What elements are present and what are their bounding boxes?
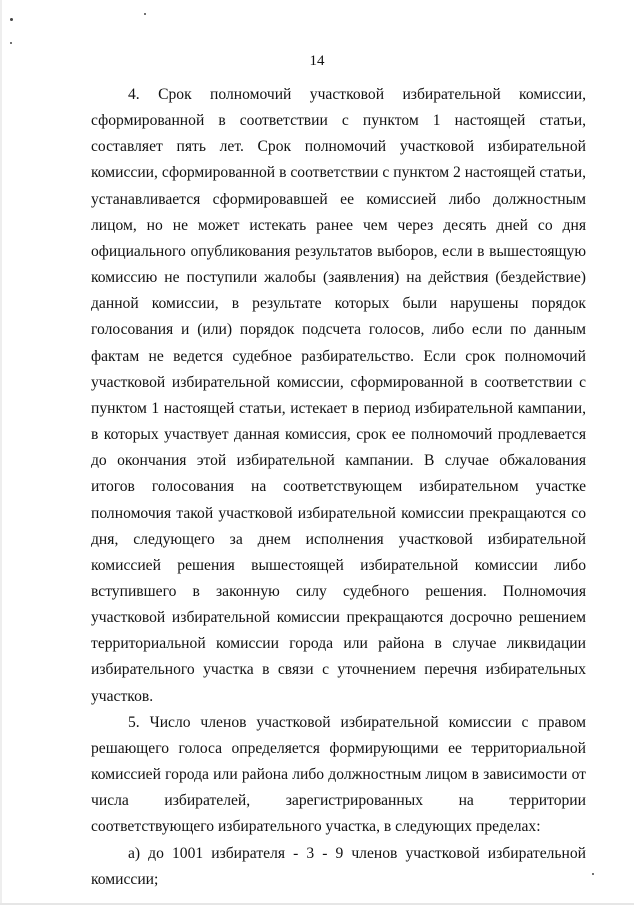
paragraph-5-item-a: а) до 1001 избирателя - 3 - 9 членов участковой избирательной комиссии; <box>91 844 586 888</box>
scan-speck <box>10 42 12 44</box>
scan-speck <box>144 13 146 15</box>
document-body <box>91 82 586 893</box>
paragraph-5: 5. Число членов участковой избирательной комиссии с правом решающего голоса определяется формирующими ее территориальной комиссией города или района либо должностным лицом в зависимости от числа избирателей, зарегистрированных на территории соответствующего избирательного участка, в следующих пределах: <box>91 713 586 836</box>
scan-speck <box>592 873 594 875</box>
paragraph-4: 4. Срок полномочий участковой избирательной комиссии, сформированной в соответствии с пунктом 1 настоящей статьи, составляет пять лет. Срок полномочий участковой избирательной комиссии, сформированной в соответствии с пунктом 2 настоящей статьи, устанавливается сформировавшей ее комиссией либо должностным лицом, но не может истекать ранее чем через десять дней со дня официального опубликования результатов выборов, если в вышестоящую комиссию не поступили жалобы (заявления) на действия (бездействие) данной комиссии, в результате которых были нарушены порядок голосования и (или) порядок подсчета голосов, либо если по данным фактам не ведется судебное разбирательство. Если срок полномочий участковой избирательной комиссии, сформированной в соответствии с пунктом 1 настоящей статьи, истекает в период избирательной кампании, в которых участвует данная комиссия, срок ее полномочий продлевается до окончания этой избирательной кампании. В случае обжалования итогов голосования на соответствующем избирательном участке полномочия такой участковой избирательной комиссии прекращаются со дня, следующего за днем исполнения участковой избирательной комиссией решения вышестоящей избирательной комиссии либо вступившего в законную силу судебного решения. Полномочия участковой избирательной комиссии прекращаются досрочно решением территориальной комиссии города или района в случае ликвидации избирательного участка в связи с уточнением перечня избирательных участков. <box>91 86 586 705</box>
page-number: 14 <box>309 53 325 69</box>
scan-speck <box>10 18 13 21</box>
scan-edge-shadow <box>0 0 2 905</box>
